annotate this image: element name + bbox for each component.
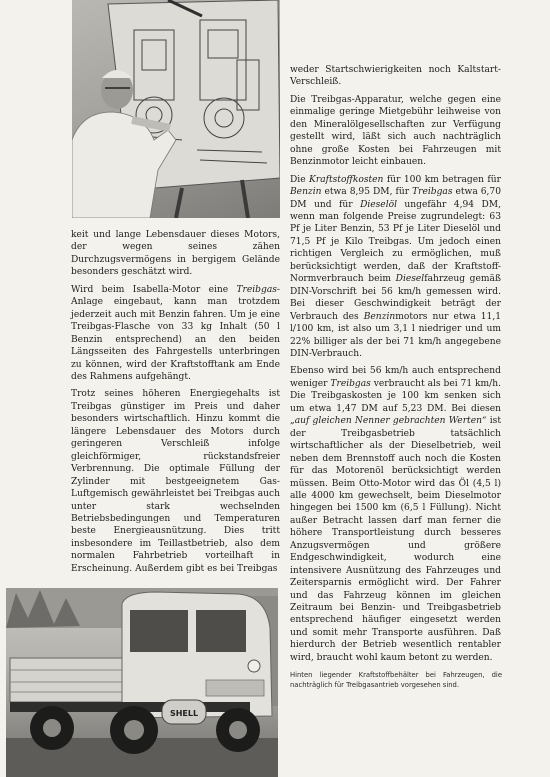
right-paragraph-2: Die Treibgas-Apparatur, welche gegen eine einmalige geringe Mietgebühr leihweise von den Mineralölgesellschaften zur Verfügung gestellt wird, läßt sich auch nachträglich ohne große Kosten bei Fahrzeugen mit Benzinmotor leicht einbauen. xyxy=(290,94,501,168)
truck-photo xyxy=(6,588,278,777)
truck-illustration xyxy=(6,588,278,777)
engineer-drawing-photo xyxy=(72,0,280,218)
left-text-column xyxy=(71,229,280,580)
right-text-column xyxy=(290,64,501,669)
left-paragraph-1: keit und lange Lebensdauer dieses Motors, der wegen seines zähen Durchzugsvermögens in bergigem Gelände besonders geschätzt wird. xyxy=(71,230,280,278)
left-paragraph-3: Trotz seines höheren Energiegehalts ist Treibgas günstiger im Preis und daher besonders wirtschaftlich. Hinzu kommt die längere Lebensdauer des Motors durch geringeren Verschleiß infolge gleichförmiger, rückstandsfreier Verbrennung. Die optimale Füllung der Zylinder mit bestgeeignetem Gas-Luftgemisch gewährleistet bei Treibgas auch unter stark wechselnden Betriebsbedingungen und Temperaturen beste Energieausnützung. Dies tritt insbesondere im Teillastbetrieb, also dem normalen Fahrbetrieb vorteilhaft in Erscheinung. Außerdem gibt es bei Treibgas xyxy=(71,389,280,574)
left-paragraph-2: Wird beim Isabella-Motor eine Treibgas-Anlage eingebaut, kann man trotzdem jederzeit auch mit Benzin fahren. Um je eine Treibgas-Flasche von 33 kg Inhalt (50 l Benzin entsprechend) an den beiden Längsseiten des Fahrgestells unterbringen zu können, wird der Kraftstofftank am Ende des Rahmens aufgehängt. xyxy=(71,284,280,382)
shell-tank-label: SHELL xyxy=(169,709,199,718)
engineer-drawing-illustration xyxy=(72,0,280,218)
right-paragraph-1: weder Startschwierigkeiten noch Kaltstart-Verschleiß. xyxy=(290,65,501,88)
photo-caption: Hinten liegender Kraftstoffbehälter bei Fahrzeugen, die nachträglich für Treibgasantrieb vorgesehen sind. xyxy=(290,671,502,689)
right-paragraph-4: Ebenso wird bei 56 km/h auch entsprechend weniger Treibgas verbraucht als bei 71 km/h. Die Treibgaskosten je 100 km senken sich um etwa 1,47 DM auf 5,23 DM. Bei diesen „auf gleichen Nenner gebrachten Werten“ ist der Treibgasbetrieb tatsächlich wirtschaftlicher als der Dieselbetrieb, weil neben dem Brennstoff auch noch die Kosten für das Motorenöl berücksichtigt werden müssen. Beim Otto-Motor wird das Öl (4,5 l) alle 4000 km gewechselt, beim Dieselmotor hingegen bei 1500 km (6,5 l Füllung). Nicht außer Betracht lassen darf man ferner die höhere Transportleistung durch besseres Anzugsvermögen und größere Endgeschwindigkeit, wodurch eine intensivere Ausnützung des Fahrzeuges und Zeitersparnis ermöglicht wird. Der Fahrer und das Fahrzeug können im gleichen Zeitraum bei Benzin- und Treibgasbetrieb entsprechend häufiger eingesetzt werden und somit mehr Transporte ausführen. Daß hierdurch der Betrieb wesentlich rentabler wird, braucht wohl kaum betont zu werden. xyxy=(290,366,502,663)
right-paragraph-3: Die Kraftstoffkosten für 100 km betragen für Benzin etwa 8,95 DM, für Treibgas etwa 6,70 DM und für Dieselöl ungefähr 4,94 DM, wenn man folgende Preise zugrundelegt: 63 Pf je Liter Benzin, 53 Pf je Liter Dieselöl und 71,5 Pf je Kilo Treibgas. Um jedoch einen richtigen Vergleich zu ermöglichen, muß berücksichtigt werden, daß der Kraftstoff-Normverbrauch beim Dieselfahrzeug gemäß DIN-Vorschrift bei 56 km/h gemessen wird. Bei dieser Geschwindigkeit beträgt der Verbrauch des Benzinmotors nur etwa 11,1 l/100 km, ist also um 3,1 l niedriger und um 22% billiger als der bei 71 km/h angegebene DIN-Verbrauch. xyxy=(290,174,502,359)
